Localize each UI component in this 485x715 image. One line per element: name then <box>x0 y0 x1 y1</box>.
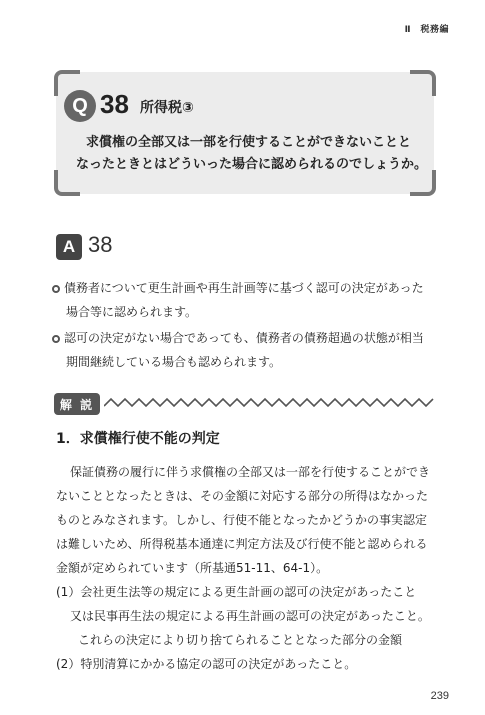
answer-badge: A <box>56 234 82 260</box>
answer-point-line: 認可の決定がない場合であっても、債務者の債務超過の状態が相当 <box>64 331 424 345</box>
list-item-line: (2）特別清算にかかる協定の認可の決定があったこと。 <box>56 657 357 671</box>
answer-point-line: 場合等に認められます。 <box>66 305 198 319</box>
ring-bullet-icon <box>52 335 60 343</box>
answer-point <box>52 326 452 374</box>
question-box <box>56 72 434 194</box>
question-number: 38 <box>100 89 129 119</box>
list-item-line: これらの決定により切り捨てられることとなった部分の金額 <box>78 633 403 647</box>
answer-point <box>52 276 452 324</box>
question-badge: Q <box>64 90 96 122</box>
paragraph-line: ないこととなったときは、その金額に対応する部分の所得はなかった <box>56 489 429 503</box>
paragraph-line: は難しいため、所得税基本通達に判定方法及び行使不能と認められる <box>56 537 428 551</box>
section-heading: 1．求償権行使不能の判定 <box>56 431 220 447</box>
list-item-line: 又は民事再生法の規定による再生計画の認可の決定があったこと。 <box>70 609 430 623</box>
answer-point-line: 債務者について更生計画や再生計画等に基づく認可の決定があった <box>64 281 424 295</box>
section-body <box>56 460 446 676</box>
question-line: 求償権の全部又は一部を行使することができないことと <box>86 135 412 150</box>
answer-point-line: 期間継続している場合も認められます。 <box>66 355 282 369</box>
question-topic: 所得税③ <box>140 100 194 116</box>
question-line: なったときとはどういった場合に認められるのでしょうか。 <box>76 157 428 172</box>
running-head: Ⅱ 税務編 <box>404 25 449 35</box>
answer-number: 38 <box>88 232 113 257</box>
page-number: 239 <box>430 690 449 702</box>
paragraph-line: 金額が定められています（所基通51-11、64-1）。 <box>56 561 329 575</box>
ring-bullet-icon <box>52 285 60 293</box>
question-text <box>76 132 428 176</box>
zigzag-divider-icon <box>104 396 436 410</box>
list-item-line: (1）会社更生法等の規定による更生計画の認可の決定があったこと <box>56 585 417 599</box>
commentary-label: 解 説 <box>54 393 100 415</box>
answer-points <box>52 276 452 376</box>
bracket-corner <box>410 70 436 96</box>
paragraph-line: ものとみなされます。しかし、行使不能となったかどうかの事実認定 <box>56 513 428 527</box>
paragraph-line: 保証債務の履行に伴う求償権の全部又は一部を行使することができ <box>70 465 431 479</box>
